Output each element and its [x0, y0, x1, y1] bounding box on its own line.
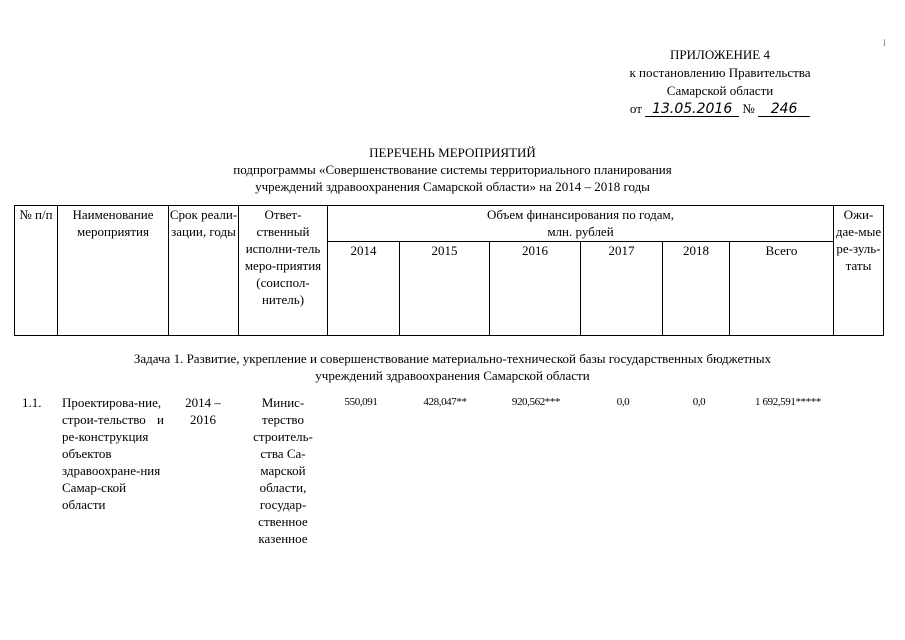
header-term: Срок реали-зации, годы	[169, 206, 239, 336]
date-prefix: от	[629, 101, 642, 116]
header-total: Всего	[730, 242, 834, 336]
appendix-block	[540, 46, 900, 118]
header-year-2018: 2018	[663, 242, 730, 336]
header-year-2015: 2015	[400, 242, 490, 336]
row-executor: Минис-терство строитель-ства Са-марской области, государ-ственное казенное	[253, 395, 313, 546]
header-year-2017: 2017	[581, 242, 663, 336]
header-funding-line-1: Объем финансирования по годам,	[486, 207, 675, 222]
document-title: ПЕРЕЧЕНЬ МЕРОПРИЯТИЙ	[369, 145, 536, 160]
number-sign: №	[742, 101, 755, 116]
corner-mark: I	[883, 38, 886, 48]
appendix-line-2: Самарской области	[666, 83, 774, 98]
row-value-2017: 0,0	[616, 396, 630, 408]
appendix-line-1: к постановлению Правительства	[629, 65, 811, 80]
row-term-line-2: 2016	[190, 412, 216, 427]
row-value-2014: 550,091	[344, 396, 378, 408]
row-term-line-1: 2014 –	[185, 395, 221, 410]
row-value-2016: 920,562***	[511, 396, 561, 408]
header-year-2014: 2014	[328, 242, 400, 336]
row-activity-name: Проектирова-ние, строи-тельство и ре-конструкция объектов здравоохране-ния Самар-ской области	[62, 395, 164, 512]
appendix-date-row	[540, 100, 900, 118]
appendix-title: ПРИЛОЖЕНИЕ 4	[670, 47, 770, 62]
row-value-2018: 0,0	[692, 396, 706, 408]
header-num: № п/п	[15, 206, 58, 336]
task-line-1: Задача 1. Развитие, укрепление и совершенствование материально-технической базы государственных бюджетных	[133, 351, 772, 366]
header-funding-line-2: млн. рублей	[547, 224, 614, 239]
handwritten-date: 13.05.2016	[645, 102, 739, 117]
header-executor: Ответ-ственный исполни-тель меро-приятия (соиспол-нитель)	[239, 206, 328, 336]
header-name: Наименование мероприятия	[58, 206, 169, 336]
header-funding	[328, 206, 834, 242]
header-year-2016: 2016	[490, 242, 581, 336]
row-number: 1.1.	[22, 395, 42, 410]
header-results: Ожи-дае-мые ре-зуль-таты	[834, 206, 884, 336]
row-value-total: 1 692,591*****	[755, 396, 821, 408]
document-subtitle-line-2: учреждений здравоохранения Самарской области» на 2014 – 2018 годы	[255, 179, 650, 194]
row-term	[172, 394, 234, 428]
task-line-2: учреждений здравоохранения Самарской области	[315, 368, 590, 383]
handwritten-number: 246	[758, 102, 810, 117]
task-heading	[0, 350, 905, 384]
row-value-2015: 428,047**	[423, 396, 467, 408]
table-header	[14, 205, 884, 336]
document-subtitle-line-1: подпрограммы «Совершенствование системы территориального планирования	[233, 162, 672, 177]
